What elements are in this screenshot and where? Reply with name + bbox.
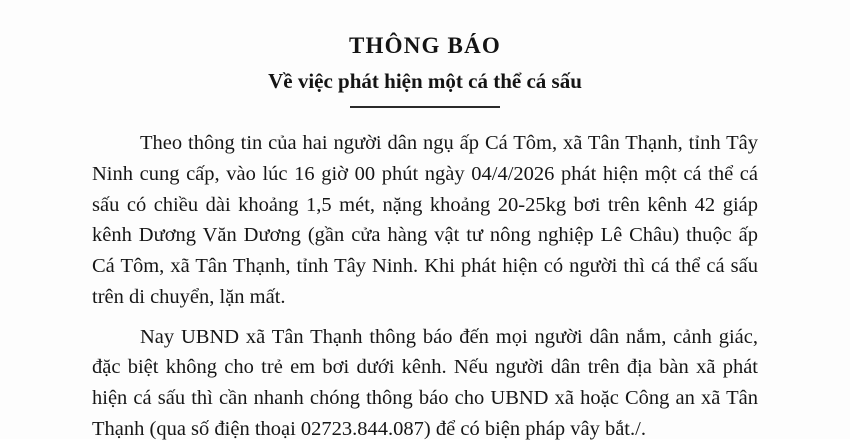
body-paragraph: Theo thông tin của hai người dân ngụ ấp Cá Tôm, xã Tân Thạnh, tỉnh Tây Ninh cung cấp, vào lúc 16 giờ 00 phút ngày 04/4/2026 phát hiện một cá thể cá sấu có chiều dài khoảng 1,5 mét, nặng khoảng 20-25kg bơi trên kênh 42 giáp kênh Dương Văn Dương (gần cửa hàng vật tư nông nghiệp Lê Châu) thuộc ấp Cá Tôm, xã Tân Thạnh, tỉnh Tây Ninh. Khi phát hiện có người thì cá thể cá sấu trên di chuyển, lặn mất. [92, 132, 758, 308]
page-subtitle: Về việc phát hiện một cá thể cá sấu [268, 68, 582, 93]
title-divider [350, 106, 500, 108]
page-title: THÔNG BÁO [348, 33, 501, 58]
document-body [92, 128, 758, 445]
document-header [92, 32, 758, 108]
body-paragraph: Nay UBND xã Tân Thạnh thông báo đến mọi người dân nắm, cảnh giác, đặc biệt không cho trẻ em bơi dưới kênh. Nếu người dân trên địa bàn xã phát hiện cá sấu thì cần nhanh chóng thông báo cho UBND xã hoặc Công an xã Tân Thạnh (qua số điện thoại 02723.844.087) để có biện pháp vây bắt./. [92, 325, 758, 440]
